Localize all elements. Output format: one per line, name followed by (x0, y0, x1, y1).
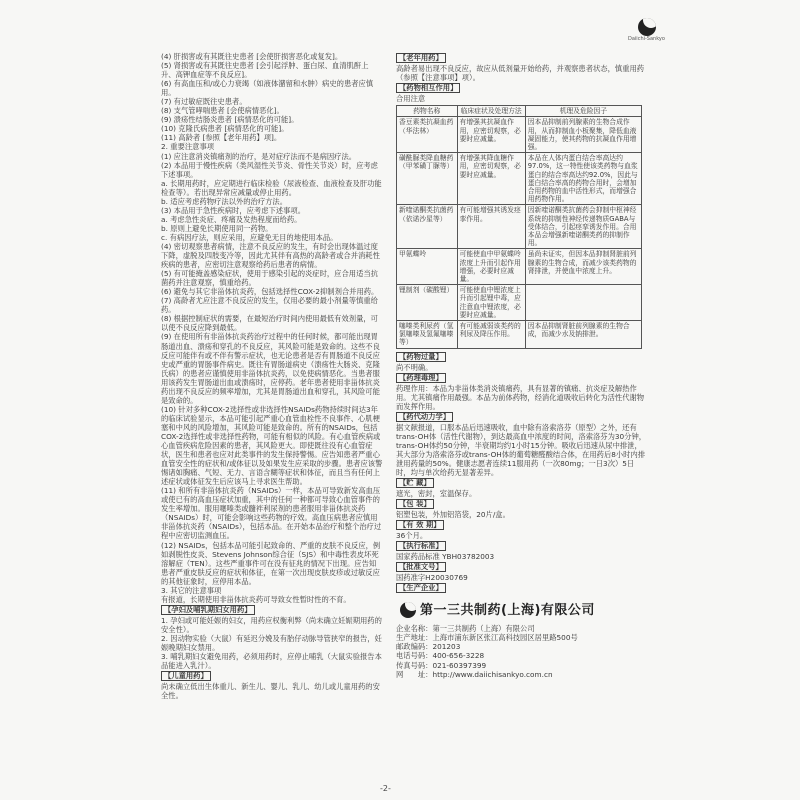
paragraph: a. 长期用药时，应定期进行临床检验（尿液检查、血液检查及肝功能检查等）。若出现异常应减量或停止用药。 (161, 178, 382, 197)
top-logo-label: Daiichi-Sankyo (628, 36, 665, 42)
paragraph: (5) 肾损害或有其既往史患者 [会引起浮肿、蛋白尿、血清肌酐上升、高钾血症等不良反应]。 (161, 61, 369, 80)
paragraph: (7) 有过敏症既往史患者。 (161, 97, 247, 107)
table-cell: 可能使血中甲氨蝶呤浓度上升而引起作用增强，必要时应减量。 (457, 249, 525, 285)
table-cell: 有增强其降血糖作用，应密切观察，必要时应减量。 (457, 153, 525, 205)
package-paragraph: 铝塑包装，外加铝箔袋，20片/盒。 (396, 510, 510, 520)
table-cell: 有可能减弱该类药的利尿及降压作用。 (457, 321, 525, 349)
standard-header: 【执行标准】 (396, 541, 446, 551)
paragraph: (6) 避免与其它非甾体抗炎药，包括选择性COX-2抑制剂合并用药。 (161, 287, 379, 297)
pregnancy-paragraph: 3. 哺乳期妇女避免用药，必须用药时，应停止哺乳（大鼠实验报告本品能进入乳汁）。 (161, 652, 382, 671)
children-paragraph: 尚未确立低出生体重儿、新生儿、婴儿、乳儿、幼儿或儿童用药的安全性。 (161, 682, 380, 701)
table-row (397, 153, 642, 205)
paragraph: (2) 本品用于慢性疾病（类风湿性关节炎、骨性关节炎）时，应考虑下述事项。 (161, 160, 378, 179)
paragraph: 有报道，长期使用非甾体抗炎药可导致女性暂时性的不育。 (161, 594, 351, 604)
table-cell: 锂制剂（碳酸锂） (397, 285, 458, 321)
paragraph: (10) 克隆氏病患者 [病情恶化的可能]。 (161, 124, 289, 134)
table-cell: 甲氨蝶呤 (397, 249, 458, 285)
paragraph: (7) 高龄者尤应注意不良反应的发生，仅用必要的最小剂量等慎重给药。 (161, 296, 378, 315)
children-header: 【儿童用药】 (161, 671, 211, 681)
overdose-paragraph: 尚不明确。 (396, 362, 433, 372)
table-header-drug: 药物名称 (397, 106, 458, 117)
paragraph: b. 适应考虑药物疗法以外的治疗方法。 (161, 196, 288, 206)
paragraph: c. 有病因疗法，则应采用，应避免无目的地使用本品。 (161, 232, 338, 242)
paragraph: (9) 在使用所有非甾体抗炎药治疗过程中的任何时候，都可能出现胃肠道出血、溃疡和穿孔的不良反应，其风险可能是致命的。这些不良反应可能伴有或不伴有警示症状，也无论患者是否有胃肠道不良反应史或严重的胃肠事件病史。既往有胃肠道病史（溃疡性大肠炎、克隆氏病）的患者应谨慎使用非甾体抗炎药，以免使病情恶化。当患者服用该药发生胃肠道出血或溃疡时，应停药。老年患者使用非甾体抗炎药出现不良反应的频率增加，尤其是胃肠道出血和穿孔，其风险可能是致命的。 (161, 332, 380, 405)
paragraph: (12) NSAIDs，包括本品可能引起致命的、严重的皮肤不良反应，例如剥脱性皮炎、Stevens Johnson综合征（SJS）和中毒性表皮坏死溶解症（TEN）。这些严重事件可在没有征兆的情况下出现。应告知患者严重皮肤反应的症状和体征，在第一次出现皮肤皮疹或过敏反应的其他征象时，应停用本品。 (161, 540, 381, 586)
left-column (161, 52, 383, 760)
company-info-line: 企业名称：第一三共制药（上海）有限公司 (396, 624, 535, 634)
pregnancy-header: 【孕妇及哺乳期妇女用药】 (161, 605, 255, 615)
validity-paragraph: 36个月。 (396, 531, 428, 541)
company-info (396, 624, 648, 678)
page-number: -2- (380, 784, 391, 793)
company-info-line: 邮政编码：201203 (396, 642, 461, 652)
paragraph: (10) 针对多种COX-2选择性或非选择性NSAIDs药物持续时间达3年的临床试验显示，本品可能引起严重心血管血栓性不良事件、心肌梗塞和中风的风险增加，其风险可能是致命的。所有的NSAIDs，包括COX-2选择性或非选择性药物，可能有相似的风险。有心血管疾病或心血管疾病危险因素的患者，其风险更大。即使既往没有心血管症状，医生和患者也应对此类事件的发生保持警惕。应告知患者严重心血管安全性的症状和/或体征以及如果发生应采取的步骤。患者应该警惕诸如胸痛、气短、无力、言语含糊等症状和体征，而且当有任何上述症状或体征发生后应该马上寻求医生帮助。 (161, 404, 383, 487)
paragraph: (8) 支气管哮喘患者 [会使病情恶化]。 (161, 106, 284, 116)
paragraph: (11) 和所有非甾体抗炎药（NSAIDs）一样，本品可导致新发高血压或使已有的高血压症状加重，其中的任何一种都可导致心血管事件的发生率增加。服用噻嗪类或髓袢利尿剂的患者服用非甾体抗炎药（NSAIDs）时，可能会影响这些药物的疗效。高血压病患者应慎用非甾体抗炎药（NSAIDs），包括本品。在开始本品治疗和整个治疗过程中应密切监测血压。 (161, 486, 382, 541)
pharmacology-paragraph: 药理作用：本品为非甾体类消炎镇痛药，具有显著的镇痛、抗炎症及解热作用。尤其镇痛作用最强。本品为前体药物，经消化道吸收后转化为活性代谢物而发挥作用。 (396, 383, 645, 411)
table-row (397, 321, 642, 349)
manufacturer-header: 【生产企业】 (396, 583, 446, 593)
table-cell: 本品在人体内蛋白结合率高达约97.0%，这一特性使该类药物与血浆蛋白的结合率高达约92.0%，因此与蛋白结合率高的药物合用时，会增加合用药物的血中活性形式，而增强合用药物作用。 (525, 153, 641, 205)
company-info-line: 传真号码：021-60397399 (396, 660, 487, 670)
top-logo (628, 18, 665, 42)
pharmacology-header: 【药理毒理】 (396, 373, 446, 383)
approval-header: 【批准文号】 (396, 562, 446, 572)
table-cell: 新喹诺酮类抗菌药（依诺沙星等） (397, 205, 458, 249)
paragraph: 2. 重要注意事项 (161, 142, 215, 152)
paragraph: a. 考虑急性炎症、疼痛及发热程度而给药。 (161, 214, 302, 224)
company-info-line: 电话号码：400-656-3228 (396, 651, 485, 661)
interaction-header: 【药物相互作用】 (396, 83, 460, 93)
paragraph: (11) 高龄者 [参照【老年用药】项]。 (161, 133, 282, 143)
company-banner (400, 602, 648, 618)
paragraph: (3) 本品用于急性疾病时，应考虑下述事项。 (161, 205, 305, 215)
paragraph: (4) 肝损害或有其既往史患者 [会使肝损害恶化或复发]。 (161, 52, 343, 61)
elderly-header: 【老年用药】 (396, 53, 446, 63)
pregnancy-paragraph: 2. 因动物实验（大鼠）有延迟分娩及有胎仔动脉导管狭窄的报告，妊娠晚期妇女禁用。 (161, 633, 382, 652)
table-cell: 因新喹诺酮类抗菌药会抑制中枢神经系统的抑制性神经传递物质GABA与受体结合，引起痉挛诱发作用。合用本品会增强新喹诺酮类药的抑制作用。 (525, 205, 641, 249)
right-column (396, 52, 648, 760)
storage-header: 【贮 藏】 (396, 478, 434, 488)
paragraph: (8) 根据控制症状的需要，在最短治疗时间内使用最低有效剂量，可以使不良反应降到最低。 (161, 314, 378, 333)
paragraph: (4) 密切观察患者病情，注意不良反应的发生，有时会出现体温过度下降，虚脱及四肢变冷等，因此尤其伴有高热的高龄者或合并消耗性疾病的患者，应密切注意观察给药后患者的病情。 (161, 241, 380, 270)
table-cell: 有可能增强其诱发痉挛作用。 (457, 205, 525, 249)
approval-paragraph: 国药准字H20030769 (396, 573, 468, 583)
paragraph: b. 原则上避免长期使用同一药物。 (161, 223, 273, 233)
validity-header: 【有 效 期】 (396, 520, 444, 530)
table-header-mechanism: 机理及危险因子 (525, 106, 641, 117)
daiichi-logo-icon (638, 18, 656, 36)
pharmacokinetics-paragraph: 据文献报道，口服本品后迅速吸收，血中除有洛索洛芬（原型）之外，还有trans-OH体（活性代谢物），到达最高血中浓度的时间，洛索洛芬为30分钟，trans-OH体约50分钟，半衰期均约1小时15分钟。吸收后迅速从尿中排泄，其大部分为洛索洛芬或trans-OH体的葡萄糖醛酸结合体，在用药后8小时内排泄用药量的50%。健康志愿者连续11服用药（一次80mg；一日3次）5日时，均与单次给药无显著差异。 (396, 422, 647, 478)
paragraph: (5) 有可能掩盖感染症状，使用于感染引起的炎症时，应合用适当抗菌药并注意观察，慎重给药。 (161, 269, 378, 288)
table-cell: 磺酰脲类降血糖药（甲苯磺丁脲等） (397, 153, 458, 205)
paragraph: (6) 有高血压和/或心力衰竭（如液体潴留和水肿）病史的患者应慎用。 (161, 79, 374, 98)
table-cell: 噻嗪类利尿药（氢氯噻嗪及氢氟噻嗪等） (397, 321, 458, 349)
table-row (397, 285, 642, 321)
table-row (397, 117, 642, 153)
pharmacokinetics-header: 【药代动力学】 (396, 412, 453, 422)
storage-paragraph: 遮光，密封，室温保存。 (396, 489, 477, 499)
company-info-line: 生产地址：上海市浦东新区张江高科技园区居里路500号 (396, 633, 578, 643)
standard-paragraph: 国家药品标准 YBH03782003 (396, 552, 495, 562)
pregnancy-paragraph: 1. 孕妇或可能妊娠的妇女，用药应权衡利弊（尚未确立妊娠期用药的安全性）。 (161, 615, 382, 634)
paragraph: (9) 溃疡性结肠炎患者 [病情恶化的可能]。 (161, 115, 299, 125)
interaction-subtitle: 合用注意 (396, 94, 426, 104)
package-header: 【包 装】 (396, 499, 434, 509)
company-logo-icon (400, 602, 416, 618)
table-row (397, 249, 642, 285)
company-name: 第一三共制药(上海)有限公司 (420, 602, 595, 618)
interaction-table (396, 105, 642, 348)
paragraph: 3. 其它的注意事项 (161, 585, 222, 595)
table-cell: 香豆素类抗凝血药（华法林） (397, 117, 458, 153)
table-cell: 因本品抑制肾脏前列腺素的生物合成，而减少水及钠排泄。 (525, 321, 641, 349)
table-cell: 虽尚未证实，但因本品抑制肾脏前列腺素的生物合成，而减少该类药物的肾排泄，并使血中浓度上升。 (525, 249, 641, 285)
elderly-paragraph: 高龄者易出现不良反应，故应从低剂量开始给药，并观察患者状态，慎重用药（参照【注意事项】项）。 (396, 64, 645, 83)
table-cell: 因本品抑制前列腺素的生物合成作用，从而抑制血小板聚集，降低血液凝固能力，使其药物的抗凝血作用增强。 (525, 117, 641, 153)
table-row (397, 205, 642, 249)
table-cell (525, 285, 641, 321)
paragraph: (1) 应注意消炎镇痛剂的治疗，是对症疗法而不是病因疗法。 (161, 151, 357, 161)
table-header-symptoms: 临床症状及处理方法 (457, 106, 525, 117)
overdose-header: 【药物过量】 (396, 352, 446, 362)
table-cell: 可能使血中锂浓度上升而引起锂中毒，应注意血中锂浓度，必要时应减量。 (457, 285, 525, 321)
table-cell: 有增强其抗凝血作用，应密切观察，必要时应减量。 (457, 117, 525, 153)
company-info-line: 网 址：http://www.daiichisankyo.com.cn (396, 669, 553, 679)
